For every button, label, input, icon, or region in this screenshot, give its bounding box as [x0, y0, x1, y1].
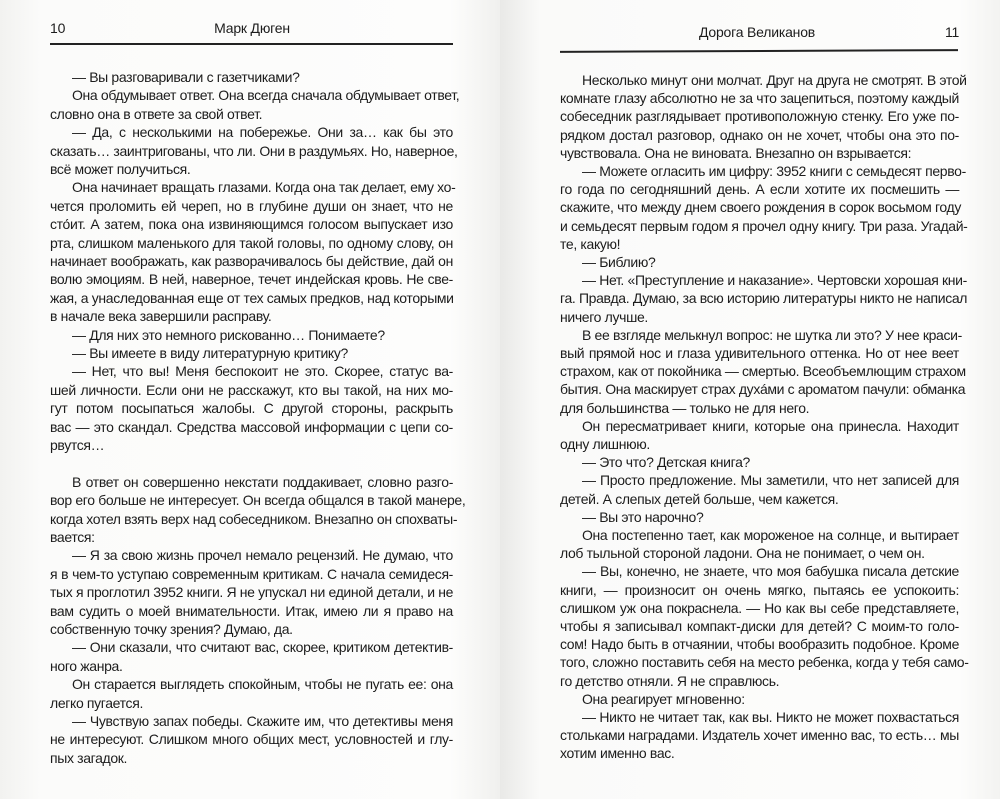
- text-line: стольками наградами. Издатель хочет именно вас, то есть… мы: [560, 727, 959, 744]
- text-line: хотим именно вас.: [560, 745, 675, 762]
- text-line: волю эмоциям. В ней, наверное, течет индейская кровь. Не све-: [50, 271, 453, 288]
- text-line: В ответ он совершенно некстати поддакивает, словно разго-: [72, 473, 453, 490]
- text-line: — Они сказали, что считают вас, скорее, критиком детектив-: [72, 639, 453, 656]
- text-line: того, сложно поставить себя на место ребенка, когда у тебя само-: [560, 654, 969, 671]
- text-line: вый прямой нос и глаза удивительного оттенка. Но от нее веет: [560, 345, 959, 361]
- text-line: рвутся…: [50, 437, 105, 453]
- text-line: га. Правда. Думаю, за всю историю литературы никто не написал: [560, 290, 968, 307]
- text-line: комнате глазу абсолютно не за что зацепиться, поэтому каждый: [560, 90, 959, 107]
- page-number: 11: [945, 24, 960, 40]
- right-page: [500, 0, 1000, 799]
- text-line: шей личности. Если они не расскажут, кто вы такой, на них мо-: [50, 381, 453, 398]
- text-line: — Вы это нарочно?: [582, 508, 704, 525]
- text-line: пых загадок.: [50, 749, 128, 766]
- text-line: — Да, с несколькими на побережье. Они за… как бы это: [72, 124, 453, 141]
- text-line: — Я за свою жизнь прочел немало рецензий. Не думаю, что: [72, 547, 453, 564]
- text-line: я в чем-то уступаю современным критикам. С начала семидеся-: [50, 565, 453, 582]
- text-line: го детство отняли. Я не справлюсь.: [560, 672, 780, 689]
- text-line: для большинства — только не для него.: [560, 399, 810, 416]
- text-line: Она начинает вращать глазами. Когда она так делает, ему хо-: [72, 179, 456, 196]
- text-line: — Для них это немного рискованно… Понимаете?: [72, 326, 385, 343]
- text-line: жая, а унаследованная еще от тех самых предков, над которыми: [50, 289, 454, 306]
- text-line: — Чувствую запах победы. Скажите им, что детективы меня: [72, 713, 453, 729]
- text-line: сом! Надо быть в отчаянии, чтобы вообразить подобное. Кроме: [560, 636, 959, 653]
- text-line: детей. А слепых детей больше, чем кажется.: [560, 490, 839, 507]
- text-line: Он старается выглядеть спокойным, чтобы не пугать ее: она: [72, 676, 453, 693]
- text-line: — Библию?: [582, 254, 656, 270]
- text-line: вается:: [50, 529, 95, 545]
- text-line: рядком достал разговор, однако он не хочет, чтобы она это по-: [560, 126, 959, 143]
- text-line: рта, слишком маленького для такой головы, по одному слову, он: [50, 234, 453, 251]
- text-line: — Нет, что вы! Меня беспокоит не это. Скорее, статус ва-: [72, 363, 453, 380]
- text-line: ного жанра.: [50, 657, 123, 674]
- text-line: легко пугается.: [50, 694, 143, 711]
- text-line: сказать… заинтригованы, что ли. Они в раздумьях. Но, наверное,: [50, 142, 458, 159]
- text-line: чется проломить ей череп, но в глубине души он знает, что не: [50, 197, 453, 214]
- text-line: книги, — произносит он очень мягко, пытаясь ее успокоить:: [560, 581, 959, 598]
- text-line: тых я проглотил 3952 книги. Я не упускал ни единой детали, и не: [50, 584, 454, 601]
- text-line: Несколько минут они молчат. Друг на друга не смотрят. В этой: [582, 72, 967, 88]
- text-line: — Вы имеете в виду литературную критику?: [72, 345, 348, 361]
- text-line: — Нет. «Преступление и наказание». Чертовски хорошая кни-: [582, 272, 967, 289]
- text-line: — Можете огласить им цифру: 3952 книги с семьдесят перво-: [582, 163, 966, 179]
- text-line: те, какую!: [560, 235, 621, 252]
- text-line: — Это что? Детская книга?: [582, 454, 750, 471]
- text-line: го года по сегодняшний день. А если хотите их посмешить —: [560, 181, 959, 198]
- header-rule: [560, 49, 958, 52]
- text-line: лоб тыльной стороной ладони. Она не понимает, о чем он.: [560, 545, 925, 562]
- text-line: вас — это скандал. Средства массовой информации с цепи со-: [50, 418, 453, 435]
- text-line: вам судить о моей внимательности. Итак, имею ли я право на: [50, 602, 453, 619]
- text-line: всё может получиться.: [50, 161, 191, 177]
- text-line: собеседник разглядывает противоположную стенку. Его уже по-: [560, 108, 959, 125]
- text-line: Она реагирует мгновенно:: [582, 690, 745, 707]
- text-line: — Вы разговаривали с газетчиками?: [72, 69, 300, 85]
- text-line: слишком уж она покраснела. — Но как вы себе представляете,: [560, 599, 959, 616]
- text-line: — Никто не читает так, как вы. Никто не может похвастаться: [582, 709, 959, 725]
- text-line: начинает воображать, как разворачивалось бы действие, дай он: [50, 253, 453, 269]
- text-line: — Просто предложение. Мы заметили, что нет записей для: [582, 472, 959, 489]
- running-head: Марк Дюген: [214, 20, 290, 36]
- header-rule: [50, 43, 453, 45]
- text-line: в начале века завершили расправу.: [50, 308, 272, 325]
- text-line: ничего лучше.: [560, 308, 648, 325]
- text-line: Он пересматривает книги, которые она принесла. Находит: [582, 417, 959, 434]
- text-line: Она обдумывает ответ. Она всегда сначала обдумывает ответ,: [72, 87, 460, 104]
- text-line: бытия. Она маскирует страх духáми с ароматом пачули: обманка: [560, 381, 966, 398]
- text-line: вор его больше не интересует. Он всегда общался в такой манере,: [50, 492, 466, 509]
- text-line: и семьдесят первым годом я прочел одну книгу. Три раза. Угадай-: [560, 217, 968, 234]
- text-line: страхом, как от покойника — смертью. Всеобъемлющим страхом: [560, 363, 966, 380]
- text-line: чувствовала. Она не виновата. Внезапно он взрывается:: [560, 144, 912, 161]
- text-line: чтобы я записывал компакт-диски для детей? С моим-то голо-: [560, 618, 959, 634]
- page-number: 10: [50, 20, 66, 36]
- text-line: одну лишнюю.: [560, 436, 650, 452]
- text-line: В ее взгляде мелькнул вопрос: не шутка ли это? У нее краси-: [582, 326, 962, 343]
- text-line: скажите, что между днем своего рождения в сорок восьмом году: [560, 199, 962, 216]
- text-line: сто́ит. А затем, пока она извиняющимся голосом выпускает изо: [50, 216, 453, 233]
- text-line: не интересуют. Слишком много общих мест, условностей и глу-: [50, 731, 453, 748]
- text-line: словно она в ответе за свой ответ.: [50, 105, 263, 122]
- text-line: когда хотел взять верх над собеседником. Внезапно он спохваты-: [50, 510, 458, 527]
- text-line: Она постепенно тает, как мороженое на солнце, и вытирает: [582, 527, 959, 543]
- text-line: собственную точку зрения? Думаю, да.: [50, 621, 293, 637]
- text-line: — Вы, конечно, не знаете, что моя бабушка писала детские: [582, 563, 959, 580]
- text-line: гут потом посыпаться жалобы. С другой стороны, раскрыть: [50, 400, 453, 417]
- running-head: Дорога Великанов: [698, 24, 816, 40]
